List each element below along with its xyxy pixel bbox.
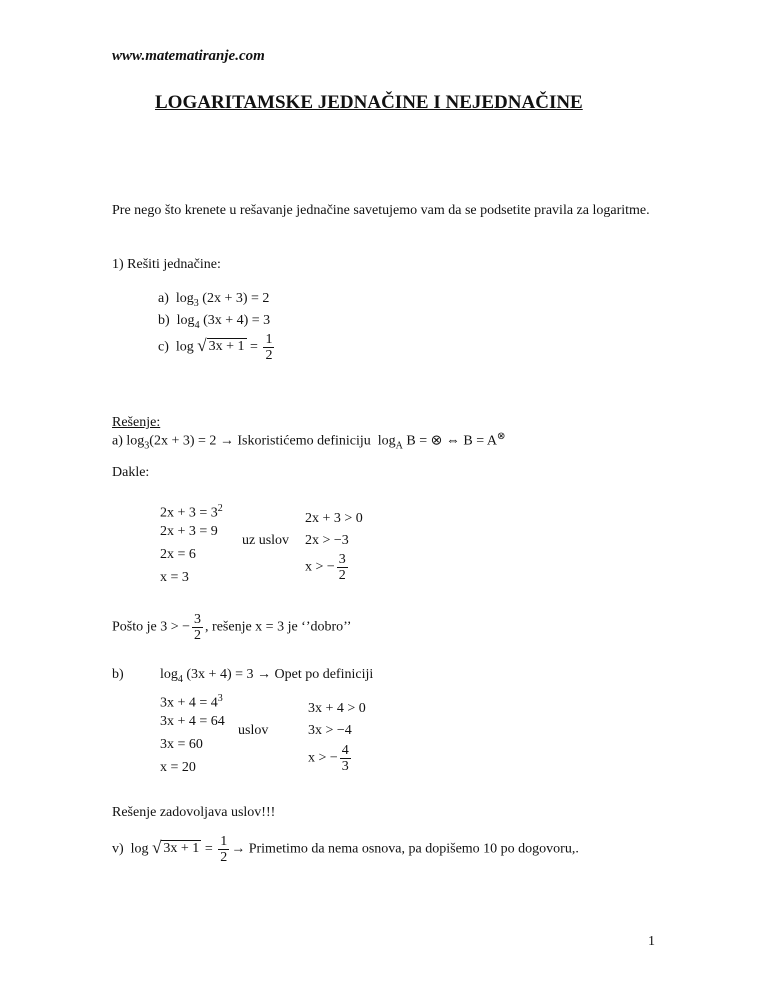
b-step-1: $3x + 4 = 4^3$ <box>160 693 223 711</box>
b-note: Rešenje zadovoljava uslov!!! <box>112 805 276 820</box>
b-condition-3: x > − $\frac{4}{3}$ <box>308 743 349 774</box>
b-condition-1: 3x + 4 > 0 <box>308 701 366 716</box>
equation-a: a) $\log_3 (2x + 3) = 2$ <box>158 291 270 309</box>
b-step-2: 3x + 4 = 64 <box>160 714 225 729</box>
a-step-2: 2x + 3 = 9 <box>160 524 218 539</box>
sqrt-symbol: √ 3x + 1 <box>197 335 245 355</box>
dakle-label: Dakle: <box>112 465 150 480</box>
solution-v-line: v) log √ 3x + 1 = $\frac{1}{2}$ → Primetimo da nema osnova, pa dopišemo 10 po dogovoru,. <box>112 834 579 865</box>
b-condition-2: 3x > −4 <box>308 723 352 738</box>
b-label: b) <box>112 667 124 682</box>
site-url: www.matematiranje.com <box>112 48 265 64</box>
intro-text: Pre nego što krenete u rešavanje jednačine savetujemo vam da se podsetite pravila za logaritme. <box>112 203 650 218</box>
a-condition-label: uz uslov <box>242 533 290 548</box>
a-condition-3: x > − $\frac{3}{2}$ <box>305 552 346 583</box>
fraction: $\frac{1}{2}$ <box>265 332 273 363</box>
a-check-line: Pošto je 3 > − $\frac{3}{2}$ , rešenje x = 3 je ‘’dobro’’ <box>112 612 352 643</box>
b-step-3: 3x = 60 <box>160 737 203 752</box>
a-condition-2: 2x > −3 <box>305 533 349 548</box>
solution-a-line: a) $\log_3(2x + 3) = 2$ → Iskoristićemo definiciju $\log_A B$ = ⊗ ⇔ B = A⊗ <box>112 431 506 452</box>
b-condition-label: uslov <box>238 723 269 738</box>
page-title: LOGARITAMSKE JEDNAČINE I NEJEDNAČINE <box>155 92 583 113</box>
equation-c: c) log √ 3x + 1 = $\frac{1}{2}$ <box>158 332 273 363</box>
a-step-3: 2x = 6 <box>160 547 196 562</box>
a-step-1: $2x + 3 = 3^2$ <box>160 503 223 521</box>
sqrt-symbol: √ 3x + 1 <box>152 837 200 857</box>
solution-b-line: $\log_4 (3x + 4) = 3$ → Opet po definiciji <box>160 667 374 685</box>
a-condition-1: 2x + 3 > 0 <box>305 511 363 526</box>
page-number: 1 <box>648 934 655 949</box>
a-step-4: x = 3 <box>160 570 189 585</box>
solution-heading: Rešenje: <box>112 415 161 430</box>
task-label: 1) Rešiti jednačine: <box>112 257 221 272</box>
equation-b: b) $\log_4 (3x + 4) = 3$ <box>158 313 271 331</box>
b-step-4: x = 20 <box>160 760 196 775</box>
